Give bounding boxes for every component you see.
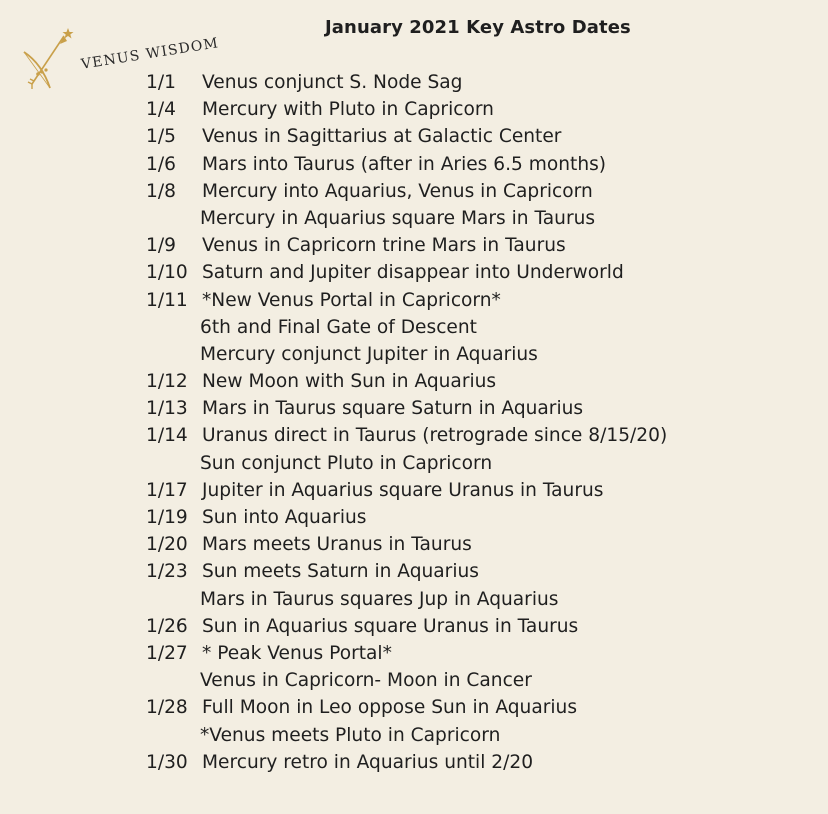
list-item [0,722,828,749]
list-item [0,694,828,721]
list-item [0,368,828,395]
list-item [0,205,828,232]
entry-date: 1/6 [146,153,176,175]
list-item [0,422,828,449]
list-item [0,123,828,150]
list-item [0,259,828,286]
entry-date: 1/9 [146,235,176,257]
entry-event: Mars meets Uranus in Taurus [202,534,472,556]
entry-event: Mercury into Aquarius, Venus in Capricorn [202,180,593,202]
entry-date: 1/19 [146,507,188,528]
entry-event: Venus in Sagittarius at Galactic Center [202,126,562,148]
list-item [0,287,828,314]
list-item [0,314,828,341]
entry-date: 1/27 [146,642,188,664]
entry-date: 1/11 [146,289,188,311]
list-item [0,395,828,422]
entry-event: New Moon with Sun in Aquarius [202,371,497,393]
logo-text: VENUS WISDOM [80,35,221,73]
list-item [0,477,828,504]
entry-date: 1/8 [146,180,176,202]
entry-event: Mars in Taurus squares Jup in Aquarius [200,588,559,610]
entry-date: 1/28 [146,697,188,719]
entry-event: Mercury in Aquarius square Mars in Taurus [200,207,596,229]
entry-event: Venus in Capricorn- Moon in Cancer [200,670,532,692]
list-item [0,69,828,96]
entry-event: Full Moon in Leo oppose Sun in Aquarius [202,697,578,719]
entry-event: Mercury conjunct Jupiter in Aquarius [200,343,538,365]
entry-event: Sun in Aquarius square Uranus in Taurus [202,615,579,637]
entry-event: Venus conjunct S. Node Sag [202,72,463,93]
entry-date: 1/5 [146,126,176,148]
list-item [0,450,828,477]
list-item [0,749,828,776]
entry-event: Mercury retro in Aquarius until 2/20 [202,751,534,773]
list-item [0,531,828,558]
entry-event: *New Venus Portal in Capricorn* [202,289,501,311]
entry-date: 1/10 [146,262,188,284]
entry-date: 1/4 [146,99,176,121]
entry-event: Uranus direct in Taurus (retrograde since 8/15/20) [202,425,668,447]
list-item [0,504,828,531]
astro-dates-list [0,69,828,776]
entry-date: 1/13 [146,398,188,420]
entry-event: * Peak Venus Portal* [202,642,392,664]
list-item [0,232,828,259]
entry-date: 1/12 [146,371,188,393]
entry-date: 1/1 [146,72,176,93]
entry-date: 1/30 [146,751,188,773]
list-item [0,667,828,694]
entry-date: 1/23 [146,561,188,583]
list-item [0,151,828,178]
entry-event: *Venus meets Pluto in Capricorn [200,724,501,746]
entry-date: 1/17 [146,479,188,501]
entry-event: Sun conjunct Pluto in Capricorn [200,452,493,474]
entry-event: Mars in Taurus square Saturn in Aquarius [202,398,584,420]
entry-event: Mercury with Pluto in Capricorn [202,99,494,121]
entry-event: Sun into Aquarius [202,507,367,528]
entry-event: Mars into Taurus (after in Aries 6.5 months) [202,153,607,175]
entry-event: Jupiter in Aquarius square Uranus in Taurus [202,479,604,501]
entry-event: Sun meets Saturn in Aquarius [202,561,479,583]
list-item [0,613,828,640]
entry-event: Venus in Capricorn trine Mars in Taurus [202,235,566,257]
entry-date: 1/26 [146,615,188,637]
entry-event: Saturn and Jupiter disappear into Underworld [202,262,624,284]
entry-date: 1/14 [146,425,188,447]
list-item [0,96,828,123]
entry-date: 1/20 [146,534,188,556]
entry-event: 6th and Final Gate of Descent [200,316,477,338]
list-item [0,341,828,368]
list-item [0,586,828,613]
list-item [0,640,828,667]
list-item [0,558,828,585]
list-item [0,178,828,205]
page-title: January 2021 Key Astro Dates [325,17,631,38]
